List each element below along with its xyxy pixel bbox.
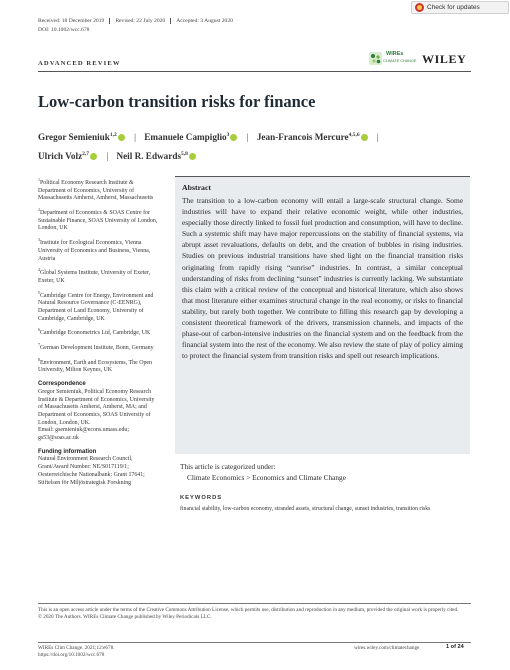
revised-date: Revised: 22 July 2020 xyxy=(110,18,171,24)
affiliation: $^3$Institute for Ecological Economics, Vienna University of Economics and Business, Vienna, Austria xyxy=(38,237,151,262)
orcid-icon[interactable] xyxy=(189,153,196,160)
citation-text: WIREs Clim Change. 2021;12:e678. xyxy=(38,645,115,651)
author-name[interactable]: Ulrich Volz$^{2,7}$ xyxy=(38,151,90,162)
correspondence-text: Gregor Semieniuk, Political Economy Research Institute & Department of Economics, University of Massachusetts Amherst, Amherst, MA; and Department of Economics, SOAS University of London, London, UK. xyxy=(38,388,155,426)
abstract-box xyxy=(175,176,470,454)
category-link[interactable]: Climate Economics > Economics and Climate Change xyxy=(187,473,346,482)
affiliation: $^8$Environment, Earth and Ecosystems, The Open University, Milton Keynes, UK xyxy=(38,356,152,374)
license-divider xyxy=(38,603,471,604)
funding-heading: Funding information xyxy=(38,448,97,455)
author-list: Gregor Semieniuk$^{1,2}$ | Emanuele Campiglio$^3$ | Jean-Francois Mercure$^{4,5,6}$ | Ulrich Volz$^{2,7}$ | Neil R. Edwards$^{5,8}$ xyxy=(38,132,379,162)
abstract-text: The transition to a low-carbon economy will entail a large-scale structural change. Some industries will have to expand their relative economic weight, while other industries, especially those directly linked to fossil fuel production and consumption, will have to decline. Such a systemic shift may have major repercussions on the stability of financial systems, via abrupt asset revaluations, defaults on debt, and the creation of bubbles in rising industries. Studies on previous industrial transitions have shed light on the financial transition risks originating from rapidly rising “sunrise” industries. In contrast, a similar conceptual understanding of risks from declining “sunset” industries is currently lacking. We substantiate this claim with a critical review of the conceptual and historical literature, which also shows that most literature either examines structural change in the real economy, or risks to financial stability, but rarely both together. We contribute to filling this research gap by developing a consistent theoretical framework of the drivers, transmission channels, and impacts of the phase-out of carbon-intensive industries on the financial system and on the feedback from the financial system into the rest of the economy. We also review the state of play of policy aiming to protect the financial system from transition risks and spell out research implications. xyxy=(182,196,463,361)
keywords-heading: KEYWORDS xyxy=(180,495,223,501)
doi: DOI: 10.1002/wcc.678 xyxy=(38,27,90,33)
license-text: This is an open access article under the terms of the Creative Commons Attribution License, which permits use, distribution and reproduction in any medium, provided the original work is properly cited. xyxy=(38,607,459,613)
check-for-updates-button[interactable] xyxy=(411,1,509,14)
journal-logo-text: WIREs xyxy=(386,51,404,57)
author-name[interactable]: Emanuele Campiglio$^3$ xyxy=(144,132,230,143)
orcid-icon[interactable] xyxy=(90,153,97,160)
affiliation: $^2$Department of Economics & SOAS Centre for Sustainable Finance, SOAS University of London, London, UK xyxy=(38,207,158,232)
orcid-icon[interactable] xyxy=(118,134,125,141)
author-name[interactable]: Jean-Francois Mercure$^{4,5,6}$ xyxy=(256,132,360,143)
crossmark-icon xyxy=(415,3,424,12)
copyright-text: © 2020 The Authors. WIREs Climate Change published by Wiley Periodicals LLC. xyxy=(38,614,212,620)
orcid-icon[interactable] xyxy=(361,134,368,141)
journal-site-link[interactable]: wires.wiley.com/climatechange xyxy=(354,645,420,651)
sidebar xyxy=(38,176,160,487)
author-name[interactable]: Gregor Semieniuk$^{1,2}$ xyxy=(38,132,117,143)
check-for-updates-label: Check for updates xyxy=(427,4,480,11)
correspondence-heading: Correspondence xyxy=(38,381,86,388)
header-divider xyxy=(38,71,471,72)
article-title: Low-carbon transition risks for finance xyxy=(38,92,316,111)
correspondence-email[interactable]: Email: gsemieniuk@econs.umass.edu; gs53@soas.ac.uk xyxy=(38,427,129,442)
affiliation: $^6$Cambridge Econometrics Ltd, Cambridge, UK xyxy=(38,327,151,337)
keywords-text: financial stability, low-carbon economy, stranded assets, structural change, sunset industries, transition risks xyxy=(180,506,431,512)
affiliation: $^5$Cambridge Centre for Energy, Environment and Natural Resource Governance (C-EENRG), Department of Land Economy, University of Cambridge, Cambridge, UK xyxy=(38,289,154,322)
footer-citation xyxy=(38,645,115,659)
page-number: 1 of 24 xyxy=(446,644,464,650)
doi-link[interactable]: https://doi.org/10.1002/wcc.678 xyxy=(38,652,105,658)
footer-divider xyxy=(38,642,471,643)
submission-dates xyxy=(38,18,238,24)
category-intro: This article is categorized under: xyxy=(180,462,276,471)
abstract-heading: Abstract xyxy=(182,183,212,192)
orcid-icon[interactable] xyxy=(230,134,237,141)
section-label: ADVANCED REVIEW xyxy=(38,60,121,67)
journal-logo-subtitle: CLIMATE CHANGE xyxy=(383,59,417,63)
funding-text: Natural Environment Research Council, Grant/Award Number: NE/S017119/1; Oesterreichische Nationalbank: Grant 17641; Stiftelsen för Miljöstrategisk Forskning xyxy=(38,456,145,486)
publisher-logo: WILEY xyxy=(422,52,467,66)
affiliation: $^7$German Development Institute, Bonn, Germany xyxy=(38,342,154,352)
license-block xyxy=(38,607,471,621)
affiliation: $^1$Political Economy Research Institute & Department of Economics, University of Massachusetts Amherst, Amherst, Massachusetts xyxy=(38,177,154,202)
accepted-date: Accepted: 3 August 2020 xyxy=(176,18,233,24)
author-name[interactable]: Neil R. Edwards$^{5,8}$ xyxy=(116,151,188,162)
received-date: Received: 18 December 2019 xyxy=(38,18,110,24)
affiliation: $^4$Global Systems Institute, University of Exeter, Exeter, UK xyxy=(38,267,151,284)
